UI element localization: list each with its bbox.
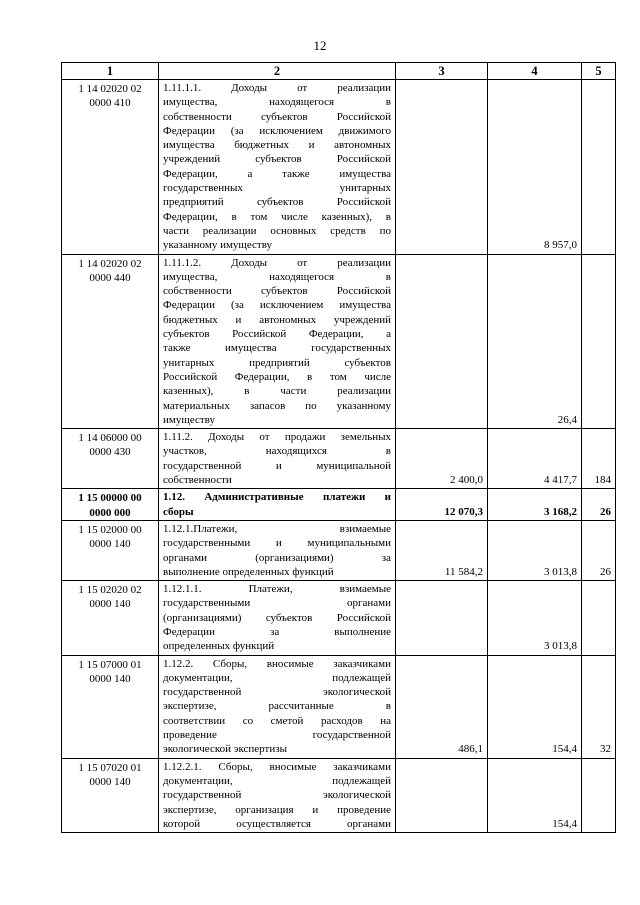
table-row [62, 489, 616, 521]
col3-value-cell: 2 400,0 [396, 429, 488, 489]
description-cell [159, 655, 396, 758]
description-cell [159, 254, 396, 429]
budget-code-line: 1 14 02020 02 [78, 257, 142, 270]
description-line: части реализации основных средств по [163, 224, 391, 237]
description-line: 1.12.1.Платежи, взимаемые [163, 522, 391, 535]
description-line: имущества, находящегося в [163, 270, 391, 283]
header-col-1: 1 [62, 63, 159, 80]
budget-code-line: 0000 440 [89, 271, 131, 284]
col4-value-cell: 3 013,8 [488, 581, 582, 655]
col5-value-cell [582, 254, 616, 429]
header-col-4: 4 [488, 63, 582, 80]
col3-value-cell [396, 581, 488, 655]
col5-value-cell: 26 [582, 520, 616, 580]
budget-code-line: 0000 140 [89, 672, 131, 685]
header-col-5: 5 [582, 63, 616, 80]
budget-code-cell [62, 489, 159, 521]
description-line: 1.11.1.2. Доходы от реализации [163, 256, 391, 269]
col4-value-cell: 4 417,7 [488, 429, 582, 489]
budget-code-line: 0000 410 [89, 97, 131, 110]
description-line: также имущества государственных [163, 342, 391, 355]
description-cell [159, 758, 396, 832]
description-line: Федерации, а также имущества [163, 167, 391, 180]
col3-value-cell [396, 758, 488, 832]
description-line: Федерации (за исключением движимого [163, 124, 391, 137]
description-line: государственными органами [163, 597, 391, 610]
col5-value-cell: 26 [582, 489, 616, 521]
budget-code-cell [62, 429, 159, 489]
budget-code-line: 1 15 07020 01 [78, 761, 142, 774]
description-line: собственности [163, 474, 232, 487]
table-row [62, 80, 616, 255]
description-line: проведение государственной [163, 729, 391, 742]
budget-code-line: 1 15 00000 00 [78, 492, 142, 505]
budget-code-line: 0000 140 [89, 775, 131, 788]
description-line: экологической экспертизы [163, 743, 287, 756]
description-line: имущества, находящегося в [163, 96, 391, 109]
description-line: материальных запасов по указанному [163, 399, 391, 412]
col3-value-cell [396, 80, 488, 255]
description-line: бюджетных и автономных учреждений [163, 313, 391, 326]
description-line: Федерации (за исключением имущества [163, 299, 391, 312]
budget-code-line: 0000 000 [89, 506, 131, 519]
col3-value-cell: 12 070,3 [396, 489, 488, 521]
description-line: органами (организациями) за [163, 551, 391, 564]
budget-code-line: 0000 140 [89, 538, 131, 551]
description-line: которой осуществляется органами [163, 817, 391, 830]
description-line: определенных функций [163, 640, 275, 653]
budget-code-cell [62, 581, 159, 655]
description-line: субъектов Российской Федерации, а [163, 328, 391, 341]
description-line: собственности субъектов Российской [163, 285, 391, 298]
description-line: Федерации за выполнение [163, 625, 391, 638]
table-row [62, 520, 616, 580]
budget-code-line: 1 14 02020 02 [78, 83, 142, 95]
col3-value-cell: 11 584,2 [396, 520, 488, 580]
description-cell [159, 429, 396, 489]
description-cell [159, 80, 396, 255]
col5-value-cell: 184 [582, 429, 616, 489]
description-cell [159, 489, 396, 521]
col4-value-cell: 3 168,2 [488, 489, 582, 521]
description-line: предприятий субъектов Российской [163, 196, 391, 209]
description-line: 1.11.1.1. Доходы от реализации [163, 82, 391, 94]
description-line: учреждений субъектов Российской [163, 153, 391, 166]
budget-code-line: 0000 430 [89, 446, 131, 459]
description-line: казенных), в части реализации [163, 385, 391, 398]
col4-value-cell: 3 013,8 [488, 520, 582, 580]
budget-code-cell [62, 655, 159, 758]
table-row [62, 254, 616, 429]
col4-value-cell: 154,4 [488, 758, 582, 832]
description-line: Российской Федерации, в том числе [163, 370, 391, 383]
description-line: документации, подлежащей [163, 774, 391, 787]
header-row [62, 63, 616, 80]
col5-value-cell: 32 [582, 655, 616, 758]
description-cell [159, 520, 396, 580]
col5-value-cell [582, 80, 616, 255]
col4-value-cell: 8 957,0 [488, 80, 582, 255]
description-cell [159, 581, 396, 655]
description-line: 1.12. Административные платежи и [163, 491, 391, 504]
table-row [62, 581, 616, 655]
budget-code-line: 1 15 07000 01 [78, 658, 142, 671]
budget-code-line: 0000 140 [89, 598, 131, 611]
col3-value-cell: 486,1 [396, 655, 488, 758]
budget-code-line: 1 15 02020 02 [78, 584, 142, 597]
budget-code-line: 1 14 06000 00 [78, 432, 142, 445]
col3-value-cell [396, 254, 488, 429]
description-line: сборы [163, 505, 194, 518]
description-line: экспертизе, рассчитанные в [163, 700, 391, 713]
description-line: соответствии со сметой расходов на [163, 714, 391, 727]
description-line: указанному имуществу [163, 239, 273, 252]
budget-code-cell [62, 254, 159, 429]
budget-table [61, 62, 616, 833]
description-line: 1.12.2. Сборы, вносимые заказчиками [163, 657, 391, 670]
description-line: (организациями) субъектов Российской [163, 611, 391, 624]
col5-value-cell [582, 581, 616, 655]
description-line: имуществу [163, 413, 215, 426]
description-line: 1.12.1.1. Платежи, взимаемые [163, 583, 391, 596]
col4-value-cell: 154,4 [488, 655, 582, 758]
table-row [62, 655, 616, 758]
description-line: выполнение определенных функций [163, 565, 334, 578]
budget-code-cell [62, 520, 159, 580]
description-line: государственных унитарных [163, 182, 391, 195]
budget-code-cell [62, 758, 159, 832]
budget-code-line: 1 15 02000 00 [78, 523, 142, 536]
description-line: государственными и муниципальными [163, 537, 391, 550]
header-col-3: 3 [396, 63, 488, 80]
table-row [62, 429, 616, 489]
description-line: документации, подлежащей [163, 671, 391, 684]
description-line: Федерации, в том числе казенных), в [163, 210, 391, 223]
description-line: унитарных предприятий субъектов [163, 356, 391, 369]
description-line: 1.12.2.1. Сборы, вносимые заказчиками [163, 760, 391, 773]
header-col-2: 2 [159, 63, 396, 80]
description-line: экспертизе, организация и проведение [163, 803, 391, 816]
description-line: государственной и муниципальной [163, 459, 391, 472]
budget-code-cell [62, 80, 159, 255]
description-line: государственной экологической [163, 686, 391, 699]
col5-value-cell [582, 758, 616, 832]
table-row [62, 758, 616, 832]
page-number: 12 [313, 38, 327, 53]
description-line: имущества бюджетных и автономных [163, 139, 391, 152]
description-line: собственности субъектов Российской [163, 110, 391, 123]
description-line: участков, находящихся в [163, 445, 391, 458]
col4-value-cell: 26,4 [488, 254, 582, 429]
description-line: государственной экологической [163, 789, 391, 802]
description-line: 1.11.2. Доходы от продажи земельных [163, 431, 391, 444]
